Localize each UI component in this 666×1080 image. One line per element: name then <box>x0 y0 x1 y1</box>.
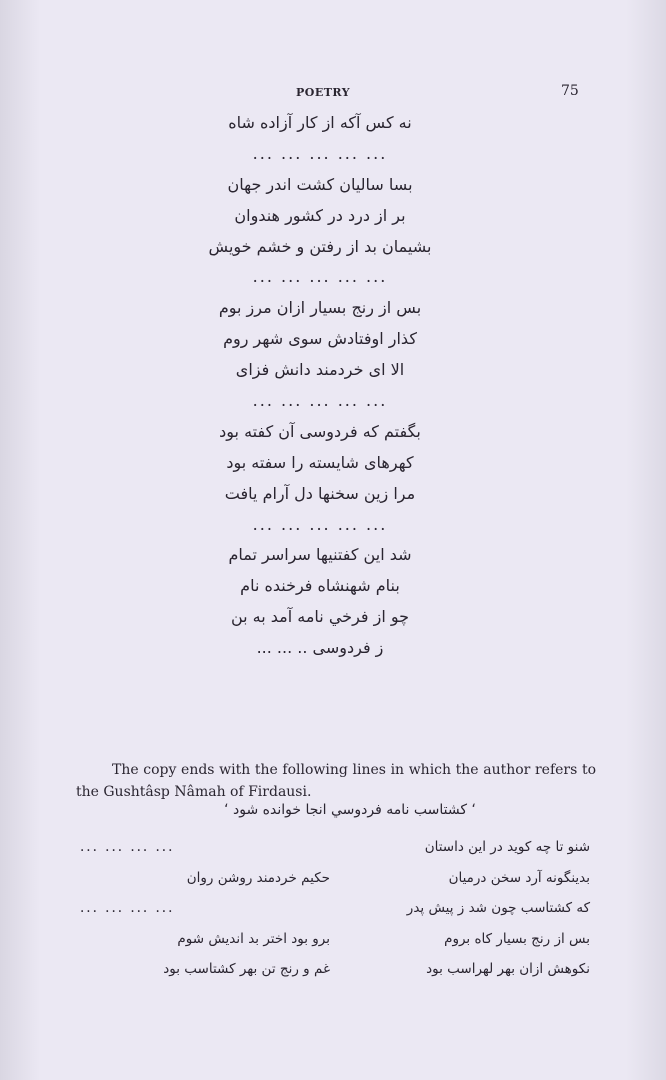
poem-line: بنام شهنشاه فرخنده نام <box>240 576 400 596</box>
right-hemistich: بس از رنج بسیار کاه بروم <box>444 930 590 947</box>
persian-poem <box>170 108 470 664</box>
poem-line: کذار اوفتادش سوی شهر روم <box>223 329 417 349</box>
left-hemistich: غم و رنج تن بهر کشتاسب بود <box>163 961 330 977</box>
couplet-row <box>80 924 590 955</box>
couplet-row <box>80 863 590 894</box>
poem-line: مرا زین سخنها دل آرام یافت <box>224 483 416 503</box>
ellipsis-line: ... ... ... ... ... <box>252 143 388 163</box>
poem-line: بس از رنج بسیار ازان مرز بوم <box>218 298 422 318</box>
ellipsis-line: ... ... ... ... ... <box>252 514 388 534</box>
persian-heading: ‘ کشتاسب نامه فردوسي انجا خوانده شود ‘ <box>224 802 476 818</box>
right-hemistich: بدینگونه آرد سخن درمیان <box>448 869 590 886</box>
poem-line: الا ای خردمند دانش فزای <box>235 360 405 380</box>
ellipsis-line: ... ... ... ... ... <box>252 267 388 287</box>
couplet-row <box>80 954 590 985</box>
left-hemistich: حکیم خردمند روشن روان <box>186 869 330 886</box>
poem-line: چو از فرخي نامه آمد به بن <box>230 607 410 627</box>
couplet-row <box>80 832 590 863</box>
couplet-block <box>80 832 590 985</box>
right-hemistich: شنو تا چه کوید در این داستان <box>424 839 590 855</box>
ellipsis-line: ... ... ... ... ... <box>252 391 388 411</box>
poem-line: شد این کفتنیها سراسر تمام <box>228 545 412 565</box>
couplet-row <box>80 893 590 924</box>
poem-line: بشیمان بد از رفتن و خشم خویش <box>208 236 432 256</box>
left-hemistich: ... ... ... ... <box>80 839 175 855</box>
right-hemistich: که کشتاسب چون شد ز پیش پدر <box>406 900 590 916</box>
poem-line: بسا سالیان کشت اندر جهان <box>227 174 413 194</box>
poem-line: بگفتم که فردوسی آن کفته بود <box>219 421 421 441</box>
prose-paragraph <box>76 759 596 803</box>
right-hemistich: نکوهش ازان بهر لهراسب بود <box>426 961 590 977</box>
page-number: 75 <box>561 83 579 99</box>
prose-text: The copy ends with the following lines in which the author refers to the Gushtâsp Nâmah of Firdausi. <box>76 762 596 800</box>
poem-line: ز فردوسی .. ... ... <box>256 638 384 658</box>
running-head: POETRY <box>296 86 351 99</box>
left-hemistich: ... ... ... ... <box>80 900 175 916</box>
left-hemistich: برو بود اختر بد اندیش شوم <box>177 930 330 947</box>
poem-line: کهرهای شایسته را سفته بود <box>226 452 414 472</box>
poem-line: نه کس آکه از کار آزاده شاه <box>228 113 412 132</box>
poem-line: بر از درد در کشور هندوان <box>234 205 406 225</box>
